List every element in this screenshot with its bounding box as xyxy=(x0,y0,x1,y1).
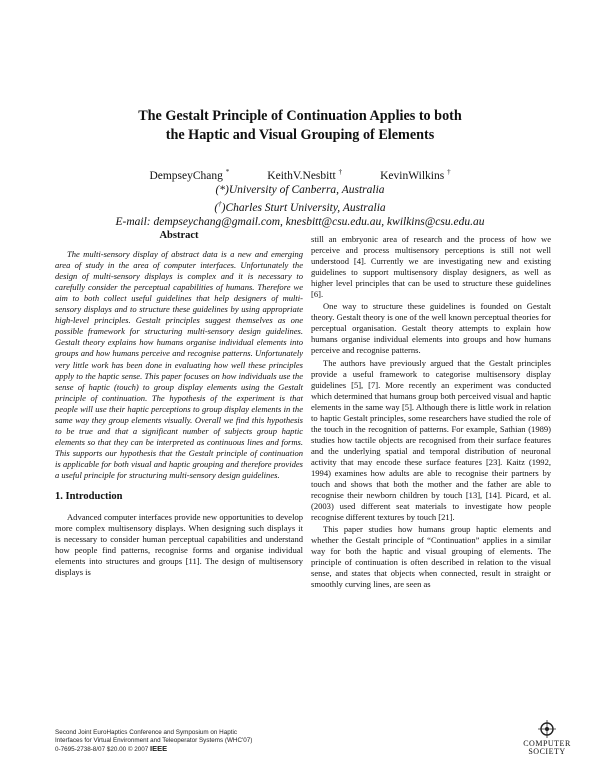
title-line-2: the Haptic and Visual Grouping of Elements xyxy=(165,127,435,143)
paper-title xyxy=(0,107,600,145)
intro-paragraph: Advanced computer interfaces provide new opportunities to develop more complex multisensory displays. When designing such displays it is necessary to consider human perceptual capabilities and understand how people find patterns, recognise forms and organise individual elements into structures and groups [11]. The design of multisensory displays is xyxy=(55,512,303,578)
abstract-text: The multi-sensory display of abstract data is a new and emerging area of study in the area of computer interfaces. Unfortunately the design of multi-sensory displays is complex and it is necessary to carefully consider the perceptual capabilities of humans. Therefore we aim to both collect useful guidelines that help designers of multi-sensory displays and to structure these guidelines by using appropriate high-level principles. Gestalt principles suggest themselves as one possible framework for structuring multi-sensory design guidelines. Gestalt theory explains how humans organise individual elements into groups and how humans perceive and recognise patterns. Unfortunately very little work has been done in evaluating how well these principles apply to the haptic sense. This paper focuses on how individuals use the sense of haptic (touch) to group display elements using the Gestalt principle of continuation. The hypothesis of the experiment is that people will use their haptic perceptions to group display elements in the same way they group elements visually. Overall we find this hypothesis to be true and that a significant number of subjects group haptic elements so that they can be interpreted as continuous lines and forms. This supports our hypothesis that the Gestalt principle of continuation is applicable for both visual and haptic grouping and therefore provides a useful principle for structuring multi-sensory design guidelines. xyxy=(55,249,303,480)
author-names xyxy=(0,165,600,183)
right-paragraph-2: One way to structure these guidelines is founded on Gestalt theory. Gestalt theory is one of the well known perceptual theories for perceptual organisation. Gestalt theory attempts to explain how humans organise individual elements into groups and how humans perceive and recognise patterns. xyxy=(311,301,551,356)
footer-line-3: 0-7695-2738-8/07 $20.00 © 2007 IEEE xyxy=(55,744,168,753)
affiliation-csu: (†)Charles Sturt University, Australia xyxy=(214,199,386,214)
footer-line-2: Interfaces for Virtual Environment and Teleoperator Systems (WHC'07) xyxy=(55,737,253,744)
author-block xyxy=(0,165,600,229)
abstract-heading: Abstract xyxy=(159,230,199,241)
right-paragraph-1: still an embryonic area of research and the process of how we perceive and process multisensory perceptions is still not well understood [4]. Currently we are investigating new and existing guidelines to support multisensory display designers, as well as higher level principles that can be used to structure these guidelines [6]. xyxy=(311,234,551,300)
right-paragraph-3: The authors have previously argued that the Gestalt principles provide a useful framework to categorise multisensory display guidelines [5], [7]. More recently an experiment was conducted which determined that humans group both perceived visual and haptic elements in the same way [5]. Although there is little work in relation to haptic Gestalt principles, some researchers have studied the role of the touch in the recognition of patterns. For example, Sathian (1989) studies how tactile objects are recognised from their surface features and the underlying spatial and temporal distribution of neuronal activity that may encode these surface features [23]. Kaitz (1992, 1994) examines how adults are able to recognise their partners by touch and shows that both the mother and the father are able to recognise their newborn children by touch [13], [14]. Picard, et al. (2003) used different seat materials to investigate how people recognise different textures by touch [21]. xyxy=(311,357,551,523)
left-column xyxy=(55,230,303,578)
computer-society-emblem-icon xyxy=(518,718,576,740)
computer-society-logo xyxy=(518,718,576,766)
title-line-1: The Gestalt Principle of Continuation Applies to both xyxy=(138,108,462,124)
author-wilkins: KevinWilkins † xyxy=(380,168,451,182)
logo-line-1: COMPUTER xyxy=(523,739,571,748)
author-emails: E-mail: dempseychang@gmail.com, knesbitt@csu.edu.au, kwilkins@csu.edu.au xyxy=(115,215,485,228)
author-nesbitt: KeithV.Nesbitt † xyxy=(267,168,343,182)
right-paragraph-4: This paper studies how humans group haptic elements and whether the Gestalt principle of “Continuation” applies in a similar way for both the haptic and visual grouping of elements. The principle of continuation is often described in relation to the visual sense, and states that objects when connected, result in straight or smoothly curving lines, are seen as xyxy=(311,524,551,590)
author-chang: DempseyChang * xyxy=(149,168,230,182)
footer-line-1: Second Joint EuroHaptics Conference and Symposium on Haptic xyxy=(55,729,238,736)
right-column xyxy=(311,234,551,591)
introduction-heading: 1. Introduction xyxy=(55,491,123,503)
ieee-logo-text: IEEE xyxy=(149,744,168,753)
affiliation-canberra: (*)University of Canberra, Australia xyxy=(215,183,385,196)
conference-footer xyxy=(55,729,252,754)
logo-line-2: SOCIETY xyxy=(528,747,566,756)
